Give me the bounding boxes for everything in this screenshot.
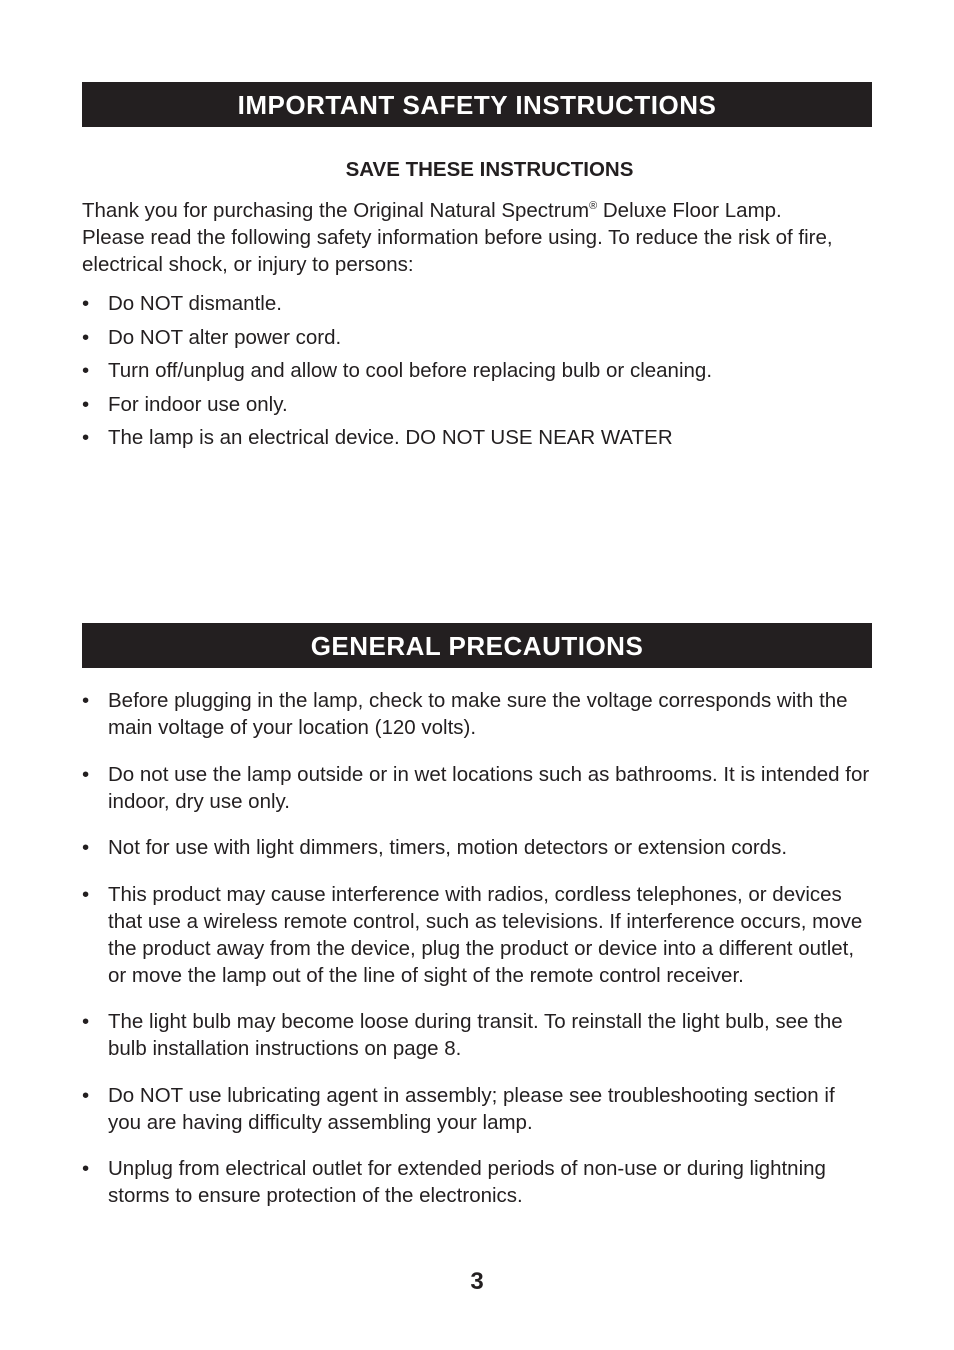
bullet-icon: • (82, 882, 90, 906)
precaution-item-text: The light bulb may become loose during transit. To reinstall the light bulb, see the bulb installation instructions on page 8. (108, 1010, 843, 1060)
intro-text-start: Thank you for purchasing the Original Natural Spectrum (82, 199, 590, 222)
safety-list (82, 290, 872, 458)
bullet-icon: • (82, 836, 90, 859)
bullet-icon: • (82, 689, 90, 712)
safety-item (82, 324, 872, 351)
precaution-item-text: Do NOT use lubricating agent in assembly; please see troubleshooting section if you are having difficulty assembling your lamp. (108, 1083, 835, 1134)
safety-item-text: Do NOT alter power cord. (108, 325, 342, 349)
bullet-icon: • (82, 762, 90, 786)
page-number: 3 (470, 1268, 484, 1295)
intro-text-rest: Please read the following safety information before using. To reduce the risk of fire, electrical shock, or injury to persons: (82, 226, 833, 276)
safety-item-text: The lamp is an electrical device. DO NOT USE NEAR WATER (108, 426, 673, 449)
bullet-icon: • (82, 292, 90, 315)
precautions-list (82, 687, 872, 1229)
precaution-item (82, 1008, 872, 1062)
precaution-item-text: Not for use with light dimmers, timers, motion detectors or extension cords. (108, 836, 788, 859)
safety-item (82, 391, 872, 418)
safety-item (82, 357, 872, 384)
precaution-item (82, 834, 872, 861)
precaution-item-text: This product may cause interference with radios, cordless telephones, or devices that use a wireless remote control, such as televisions. If interference occurs, move the product away from the device, plug the product or device into a different outlet, or move the lamp out of the line of sight of the remote control receiver. (108, 882, 863, 987)
safety-instructions-heading: IMPORTANT SAFETY INSTRUCTIONS (82, 82, 872, 127)
precaution-item (82, 1082, 872, 1136)
safety-item-text: For indoor use only. (108, 392, 288, 416)
intro-text-product: Deluxe Floor Lamp. (597, 199, 782, 222)
bullet-icon: • (82, 325, 90, 349)
precaution-item-text: Unplug from electrical outlet for extended periods of non-use or during lightning storms to ensure protection of the electronics. (108, 1157, 826, 1207)
bullet-icon: • (82, 392, 90, 416)
precaution-item-text: Before plugging in the lamp, check to make sure the voltage corresponds with the main voltage of your location (120 volts). (108, 689, 848, 739)
intro-paragraph (82, 197, 882, 278)
precaution-item (82, 881, 872, 989)
precaution-item (82, 761, 872, 815)
general-precautions-heading: GENERAL PRECAUTIONS (82, 623, 872, 668)
safety-item-text: Do NOT dismantle. (108, 292, 282, 315)
bullet-icon: • (82, 1157, 90, 1180)
save-instructions-subheading: SAVE THESE INSTRUCTIONS (345, 158, 634, 181)
bullet-icon: • (82, 426, 90, 449)
precaution-item (82, 1155, 872, 1209)
precaution-item-text: Do not use the lamp outside or in wet locations such as bathrooms. It is intended for indoor, dry use only. (108, 762, 870, 813)
safety-item-text: Turn off/unplug and allow to cool before replacing bulb or cleaning. (108, 359, 713, 382)
safety-item (82, 424, 872, 451)
bullet-icon: • (82, 359, 90, 382)
safety-item (82, 290, 872, 317)
precaution-item (82, 687, 872, 741)
bullet-icon: • (82, 1083, 90, 1107)
bullet-icon: • (82, 1010, 90, 1033)
registered-mark: ® (589, 200, 598, 212)
